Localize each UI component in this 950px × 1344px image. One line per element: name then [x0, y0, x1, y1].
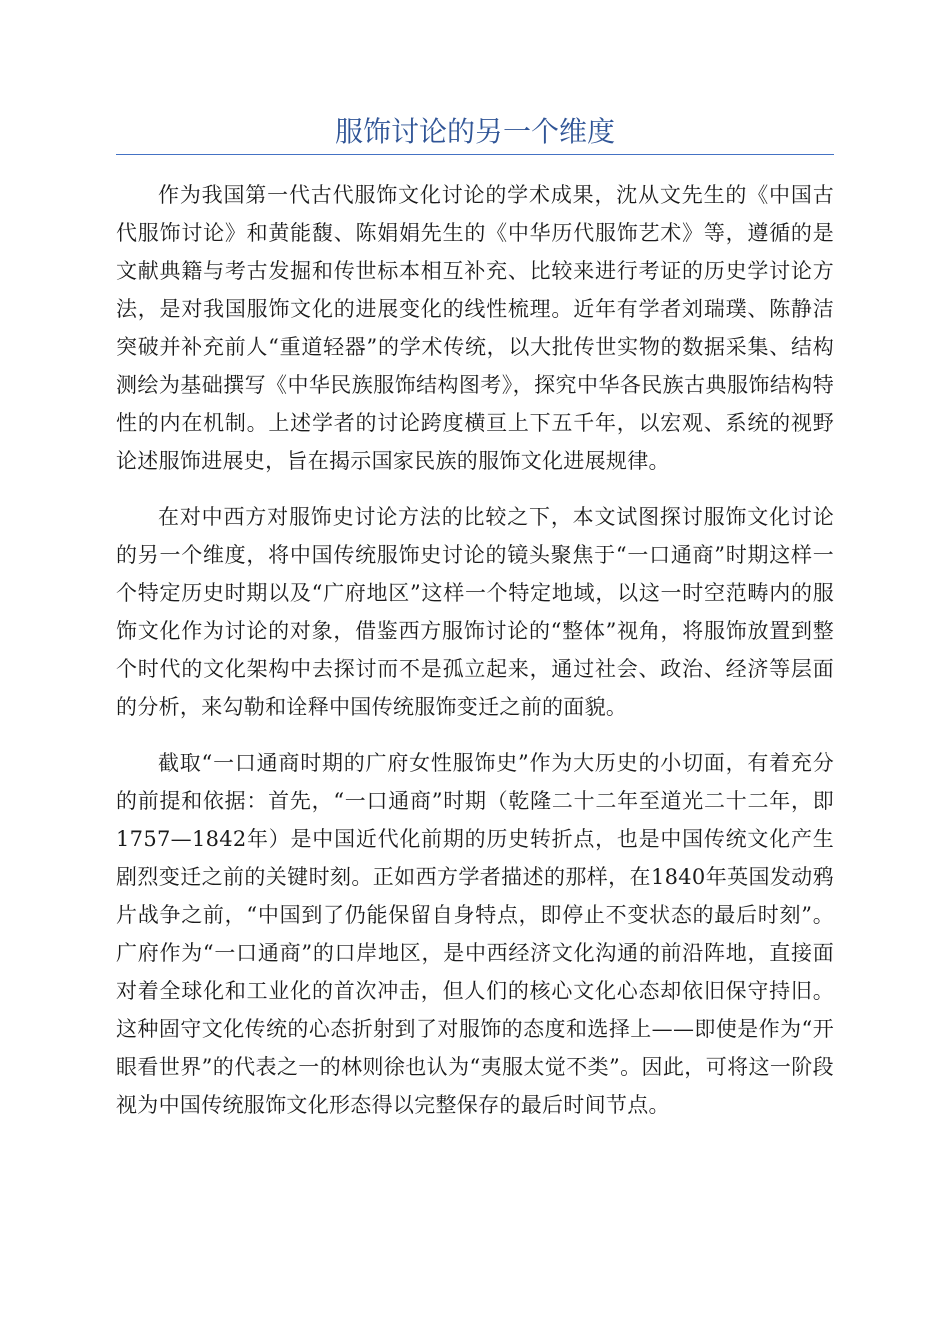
paragraph-1: 作为我国第一代古代服饰文化讨论的学术成果，沈从文先生的《中国古代服饰讨论》和黄能馥、陈娟娟先生的《中华历代服饰艺术》等，遵循的是文献典籍与考古发掘和传世标本相互补充、比较来进行考证的历史学讨论方法，是对我国服饰文化的进展变化的线性梳理。近年有学者刘瑞璞、陈静洁突破并补充前人“重道轻器”的学术传统，以大批传世实物的数据采集、结构测绘为基础撰写《中华民族服饰结构图考》，探究中华各民族古典服饰结构特性的内在机制。上述学者的讨论跨度横亘上下五千年，以宏观、系统的视野论述服饰进展史，旨在揭示国家民族的服饰文化进展规律。 — [116, 183, 834, 473]
document-title: 服饰讨论的另一个维度 — [334, 115, 615, 148]
paragraph-2: 在对中西方对服饰史讨论方法的比较之下，本文试图探讨服饰文化讨论的另一个维度，将中国传统服饰史讨论的镜头聚焦于“一口通商”时期这样一个特定历史时期以及“广府地区”这样一个特定地域，以这一时空范畴内的服饰文化作为讨论的对象，借鉴西方服饰讨论的“整体”视角，将服饰放置到整个时代的文化架构中去探讨而不是孤立起来，通过社会、政治、经济等层面的分析，来勾勒和诠释中国传统服饰变迁之前的面貌。 — [116, 505, 834, 719]
paragraph-3: 截取“一口通商时期的广府女性服饰史”作为大历史的小切面，有着充分的前提和依据：首先，“一口通商”时期（乾隆二十二年至道光二十二年，即1757—1842年）是中国近代化前期的历史转折点，也是中国传统文化产生剧烈变迁之前的关键时刻。正如西方学者描述的那样，在1840年英国发动鸦片战争之前，“中国到了仍能保留自身特点，即停止不变状态的最后时刻”。广府作为“一口通商”的口岸地区，是中西经济文化沟通的前沿阵地，直接面对着全球化和工业化的首次冲击，但人们的核心文化心态却依旧保守持旧。这种固守文化传统的心态折射到了对服饰的态度和选择上——即使是作为“开眼看世界”的代表之一的林则徐也认为“夷服太觉不类”。因此，可将这一阶段视为中国传统服饰文化形态得以完整保存的最后时间节点。 — [116, 751, 834, 1117]
title-underline — [116, 154, 834, 155]
document-body — [116, 176, 834, 1142]
